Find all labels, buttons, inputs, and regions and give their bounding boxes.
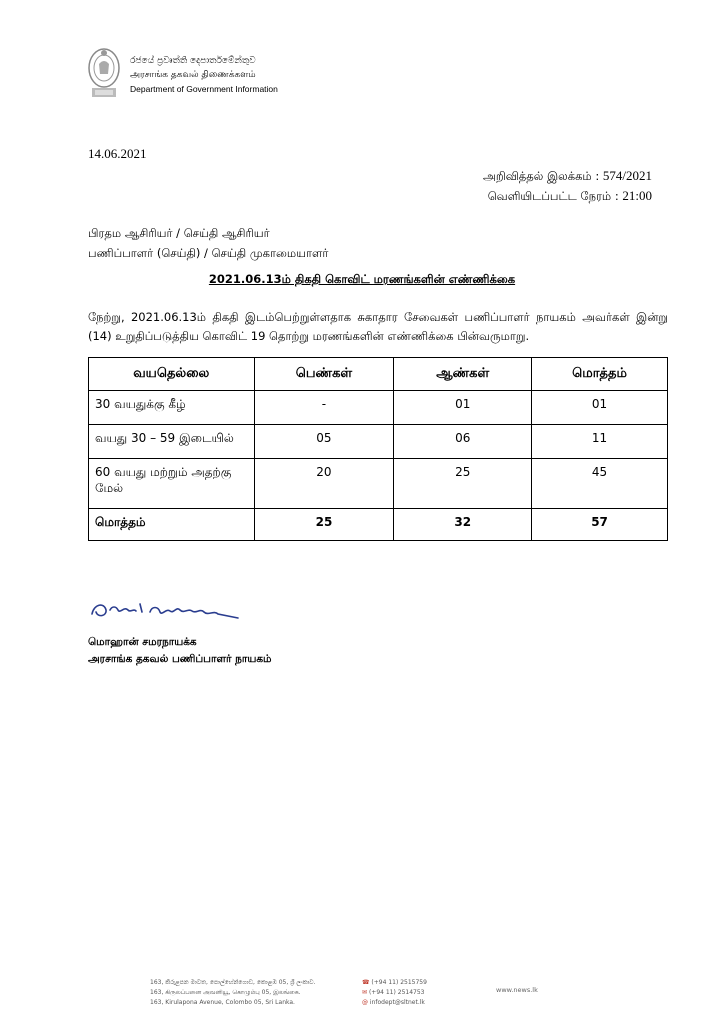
table-cell: - [254,391,394,425]
table-cell: 25 [394,459,532,509]
reference-number-label: அறிவித்தல் இலக்கம் : [483,169,600,183]
org-name-sinhala: රජයේ ප්‍රවෘත්ති දෙපාර්තමේන්තුව [130,56,256,66]
footer-address-english: 163, Kirulapona Avenue, Colombo 05, Sri Lanka. [150,999,295,1006]
addressee-line-1: பிரதம ஆசிரியர் / செய்தி ஆசிரியர் [88,226,270,240]
table-cell: 25 [254,509,394,541]
signature-image [88,596,258,626]
table-cell: 01 [394,391,532,425]
signatory-title: அரசாங்க தகவல் பணிப்பாளர் நாயகம் [88,653,272,665]
release-time-label: வெளியிடப்பட்ட நேரம் : [487,189,619,203]
footer-address-tamil: 163, கிருலப்பனை அவனியூ, கொழும்பு 05, இலங்கை. [150,989,301,996]
addressee-line-2: பணிப்பாளர் (செய்தி) / செய்தி முகாமையாளர் [88,246,329,260]
table-header-row [89,358,668,391]
footer-address [150,978,316,1008]
table-cell: வயது 30 – 59 இடையில் [89,425,255,459]
table-total-row [89,509,668,541]
table-row [89,425,668,459]
email-icon: @ [362,999,368,1006]
signatory-block [88,634,272,668]
signatory-name: மொஹான் சமரநாயக்க [88,636,197,648]
table-cell: 06 [394,425,532,459]
release-time-value: 21:00 [622,188,652,203]
table-cell: மொத்தம் [89,509,255,541]
table-cell: 60 வயது மற்றும் அதற்கு மேல் [89,459,255,509]
reference-number-line [483,166,652,186]
document-title: 2021.06.13ம் திகதி கொவிட் மரணங்களின் எண்ணிக்கை [208,272,516,286]
footer-website: www.news.lk [496,986,538,994]
table-header-cell: மொத்தம் [532,358,668,391]
footer-tel: (+94 11) 2515759 [371,979,427,986]
table-header-cell: ஆண்கள் [394,358,532,391]
reference-block [483,166,652,206]
government-emblem-icon [86,46,122,102]
document-date: 14.06.2021 [88,146,147,161]
org-name-tamil: அரசாங்க தகவல் திணைக்களம் [130,70,256,80]
fax-icon: ✉ [362,989,368,996]
deaths-table [88,357,668,541]
organization-name [130,54,278,96]
table-cell: 30 வயதுக்கு கீழ் [89,391,255,425]
reference-number-value: 574/2021 [602,168,652,183]
footer-fax: (+94 11) 2514753 [368,989,425,996]
table-row [89,459,668,509]
table-cell: 20 [254,459,394,509]
phone-icon: ☎ [362,979,370,986]
table-row [89,391,668,425]
table-header-cell: வயதெல்லை [89,358,255,391]
footer-contact [362,978,427,1008]
table-cell: 05 [254,425,394,459]
table-header-cell: பெண்கள் [254,358,394,391]
release-time-line [483,186,652,206]
table-cell: 11 [532,425,668,459]
table-cell: 57 [532,509,668,541]
intro-paragraph: நேற்று, 2021.06.13ம் திகதி இடம்பெற்றுள்ளதாக சுகாதார சேவைகள் பணிப்பாளர் நாயகம் அவர்கள் இன்று (14) உறுதிப்படுத்திய கொவிட் 19 தொற்று மரணங்களின் எண்ணிக்கை பின்வருமாறு. [88,310,668,343]
footer-address-sinhala: 163, කිරුළපන මාවත, පොල්හේන්ගොඩ, කොළඹ 05, ශ්‍රී ලංකාව. [150,979,316,986]
footer-email: infodept@sltnet.lk [369,999,425,1006]
table-cell: 01 [532,391,668,425]
table-cell: 45 [532,459,668,509]
addressee-block [88,223,328,263]
org-name-english: Department of Government Information [130,84,278,94]
table-cell: 32 [394,509,532,541]
